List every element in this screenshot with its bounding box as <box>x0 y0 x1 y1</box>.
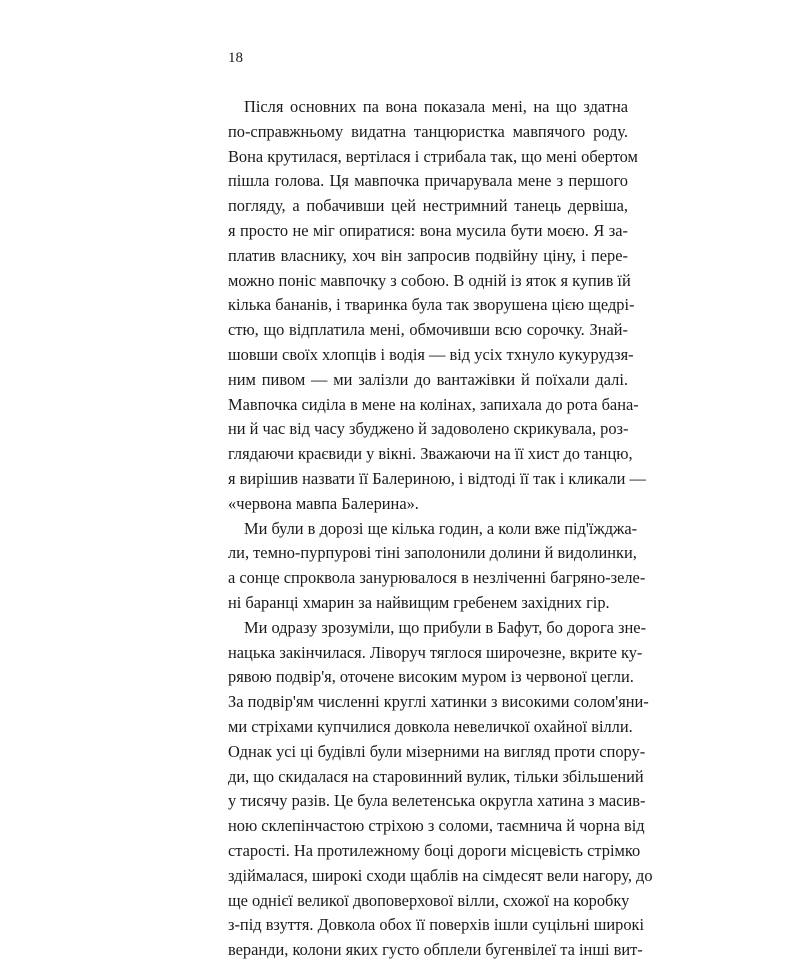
text-line: Однак усі ці будівлі були мізерними на вигляд проти спору- <box>228 741 646 761</box>
text-line: стю, що відплатила мені, обмочивши всю сорочку. Знай- <box>228 320 628 340</box>
text-line: по-справжньому видатна танцюристка мавпячого роду. <box>228 121 628 141</box>
text-line: кілька бананів, і тваринка була так зворушена цією щедрі- <box>228 295 635 315</box>
page-number: 18 <box>228 50 243 66</box>
text-line: здіймалася, широкі сходи щаблів на сімдесят вели нагору, до <box>228 865 653 885</box>
text-line: можно поніс мавпочку з собою. В одній із яток я купив їй <box>228 270 631 290</box>
text-line: платив власнику, хоч він запросив подвійну ціну, і пере- <box>228 245 628 265</box>
text-line: ди, що скидалася на старовинний вулик, тільки збільшений <box>228 766 644 786</box>
text-line: шовши своїх хлопців і водія — від усіх тхнуло кукурудзя- <box>228 344 634 364</box>
text-line: ще однієї великої двоповерхової вілли, схожої на коробку <box>228 890 630 910</box>
text-line: За подвір'ям численні круглі хатинки з високими солом'яни- <box>228 692 649 712</box>
text-line: ми стріхами купчилися довкола невеличкої охайної вілли. <box>228 716 633 736</box>
text-line: ни й час від часу збуджено й задоволено скрикувала, роз- <box>228 419 629 439</box>
text-line: Мавпочка сиділа в мене на колінах, запихала до рота бана- <box>228 394 639 414</box>
text-line: я вирішив назвати її Балериною, і відтоді її так і кликали — <box>228 468 646 488</box>
text-line: я просто не міг опиратися: вона мусила бути моєю. Я за- <box>228 220 628 240</box>
text-line: з-під взуття. Довкола обох її поверхів ішли суцільні широкі <box>228 915 645 935</box>
text-line: Ми одразу зрозуміли, що прибули в Бафут, бо дорога зне- <box>244 617 647 637</box>
text-line: Після основних па вона показала мені, на що здатна <box>244 97 628 116</box>
text-line: веранди, колони яких густо обплели бугенвілеї та інші вит- <box>228 940 643 960</box>
text-line: ною склепінчастою стріхою з соломи, таємнича й чорна від <box>228 816 645 836</box>
text-line: ні баранці хмарин за найвищим гребенем західних гір. <box>228 592 610 612</box>
text-line: Вона крутилася, вертілася і стрибала так, що мені обертом <box>228 146 638 166</box>
text-line: рявою подвір'я, оточене високим муром із червоної цегли. <box>228 667 634 687</box>
text-line: глядаючи краєвиди у вікні. Зважаючи на її хист до танцю, <box>228 444 633 464</box>
body-text <box>228 95 653 963</box>
text-line: а сонце спроквола занурювалося в незліченні багряно-зеле- <box>228 568 646 588</box>
text-line: ли, темно-пурпурові тіні заполонили долини й видолинки, <box>228 543 637 563</box>
text-line: погляду, а побачивши цей нестримний танець дервіша, <box>228 196 628 216</box>
text-line: «червона мавпа Балерина». <box>228 493 419 513</box>
text-line: старості. На протилежному боці дороги місцевість стрімко <box>228 840 641 860</box>
text-line: ним пивом — ми залізли до вантажівки й поїхали далі. <box>228 369 628 389</box>
text-line: нацька закінчилася. Ліворуч тяглося широчезне, вкрите ку- <box>228 642 643 662</box>
text-line: пішла голова. Ця мавпочка причарувала мене з першого <box>228 171 628 191</box>
text-line: у тисячу разів. Це була велетенська округла хатина з масив- <box>228 791 646 811</box>
text-line: Ми були в дорозі ще кілька годин, а коли вже під'їжджа- <box>244 518 638 538</box>
